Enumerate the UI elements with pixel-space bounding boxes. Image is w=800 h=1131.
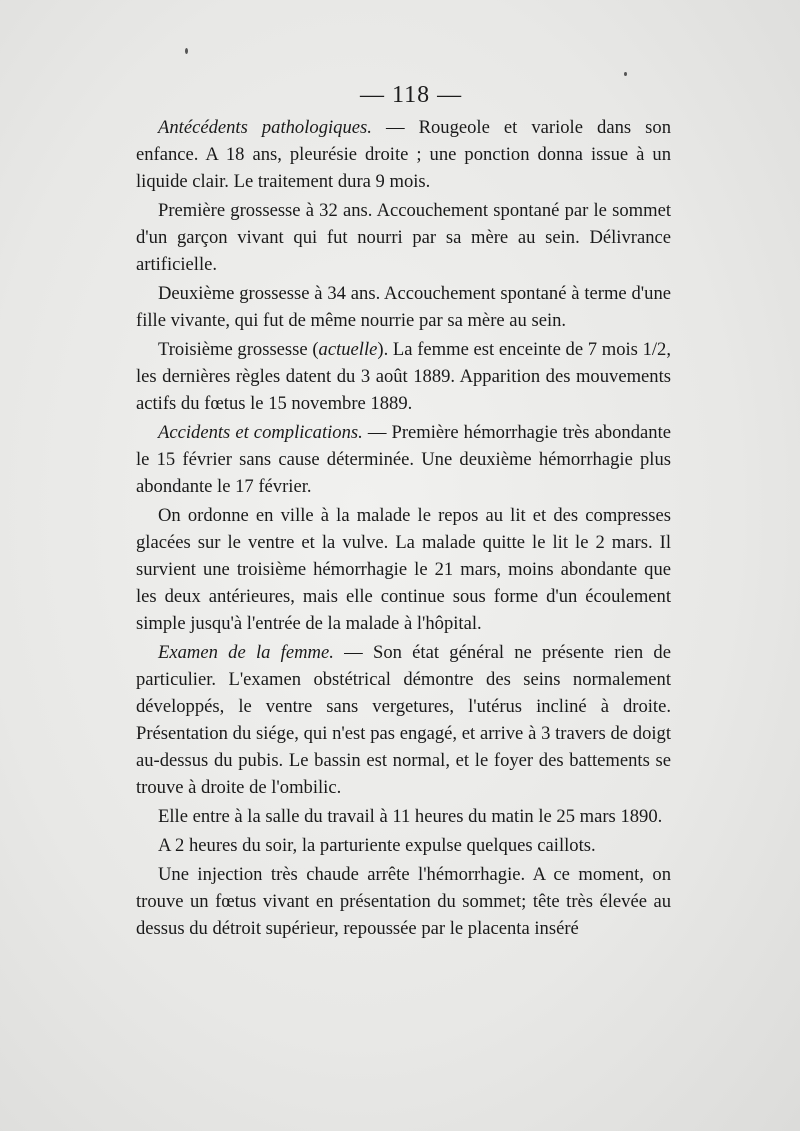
paragraph-text: A 2 heures du soir, la parturiente expulse quelques caillots. bbox=[158, 835, 596, 856]
paragraph-text: Deuxième grossesse à 34 ans. Accouchement spontané à terme d'une fille vivante, qui fut de même nourrie par sa mère au sein. bbox=[136, 283, 671, 331]
paragraph-antecedents bbox=[136, 114, 671, 195]
paragraph-examen bbox=[136, 639, 671, 801]
body-text bbox=[136, 114, 671, 942]
paragraph-text: On ordonne en ville à la malade le repos au lit et des compresses glacées sur le ventre et la vulve. La malade quitte le lit le 2 mars. Il survient une troisième hémorrhagie le 21 mars, moins abondante que les deux antérieures, mais elle continue sous forme d'un écoulement simple jusqu'à l'entrée de la malade à l'hôpital. bbox=[136, 505, 671, 634]
paragraph-text: Première grossesse à 32 ans. Accouchement spontané par le sommet d'un garçon vivant qui fut nourri par sa mère au sein. Délivrance artificielle. bbox=[136, 200, 671, 275]
paragraph-text: Elle entre à la salle du travail à 11 heures du matin le 25 mars 1890. bbox=[158, 806, 663, 827]
paragraph-clots bbox=[136, 832, 671, 859]
paragraph-text: — Rougeole et variole dans son enfance. A 18 ans, pleurésie droite ; une ponction donna issue à un liquide clair. Le traitement dura 9 mois. bbox=[136, 117, 671, 192]
page-number: — 118 — bbox=[360, 82, 463, 108]
paragraph-text: — Son état général ne présente rien de particulier. L'examen obstétrical démontre des seins normalement développés, le ventre sans vergetures, l'utérus incliné à droite. Présentation du siége, qui n'est pas engagé, et arrive à 3 travers de doigt au-dessus du pubis. Le bassin est normal, et le foyer des battements se trouve à droite de l'ombilic. bbox=[136, 642, 671, 798]
paragraph-text: Une injection très chaude arrête l'hémorrhagie. A ce moment, on trouve un fœtus vivant en présentation du sommet; tête très élevée au dessus du détroit supérieur, repoussée par le placenta inséré bbox=[136, 864, 671, 939]
section-heading-antecedents: Antécédents pathologiques. bbox=[158, 117, 372, 138]
paragraph-text: — Première hémorrhagie très abondante le 15 février sans cause déterminée. Une deuxième hémorrhagie plus abondante le 17 février. bbox=[136, 422, 671, 497]
paragraph-treatment bbox=[136, 502, 671, 637]
paragraph-accidents bbox=[136, 419, 671, 500]
emphasis-actuelle: actuelle bbox=[318, 339, 378, 360]
paragraph-admission bbox=[136, 803, 671, 830]
paragraph-first-pregnancy bbox=[136, 197, 671, 278]
paragraph-third-pregnancy bbox=[136, 336, 671, 417]
print-speck bbox=[624, 72, 627, 76]
section-heading-examen: Examen de la femme. bbox=[158, 642, 334, 663]
paragraph-injection bbox=[136, 861, 671, 942]
paragraph-text: ). La femme est enceinte de 7 mois 1/2, les dernières règles datent du 3 août 1889. Apparition des mouvements actifs du fœtus le 15 novembre 1889. bbox=[136, 339, 672, 414]
paragraph-second-pregnancy bbox=[136, 280, 671, 334]
paragraph-text: Troisième grossesse ( bbox=[158, 339, 319, 360]
section-heading-accidents: Accidents et complications. bbox=[158, 422, 363, 443]
print-speck bbox=[185, 48, 188, 54]
